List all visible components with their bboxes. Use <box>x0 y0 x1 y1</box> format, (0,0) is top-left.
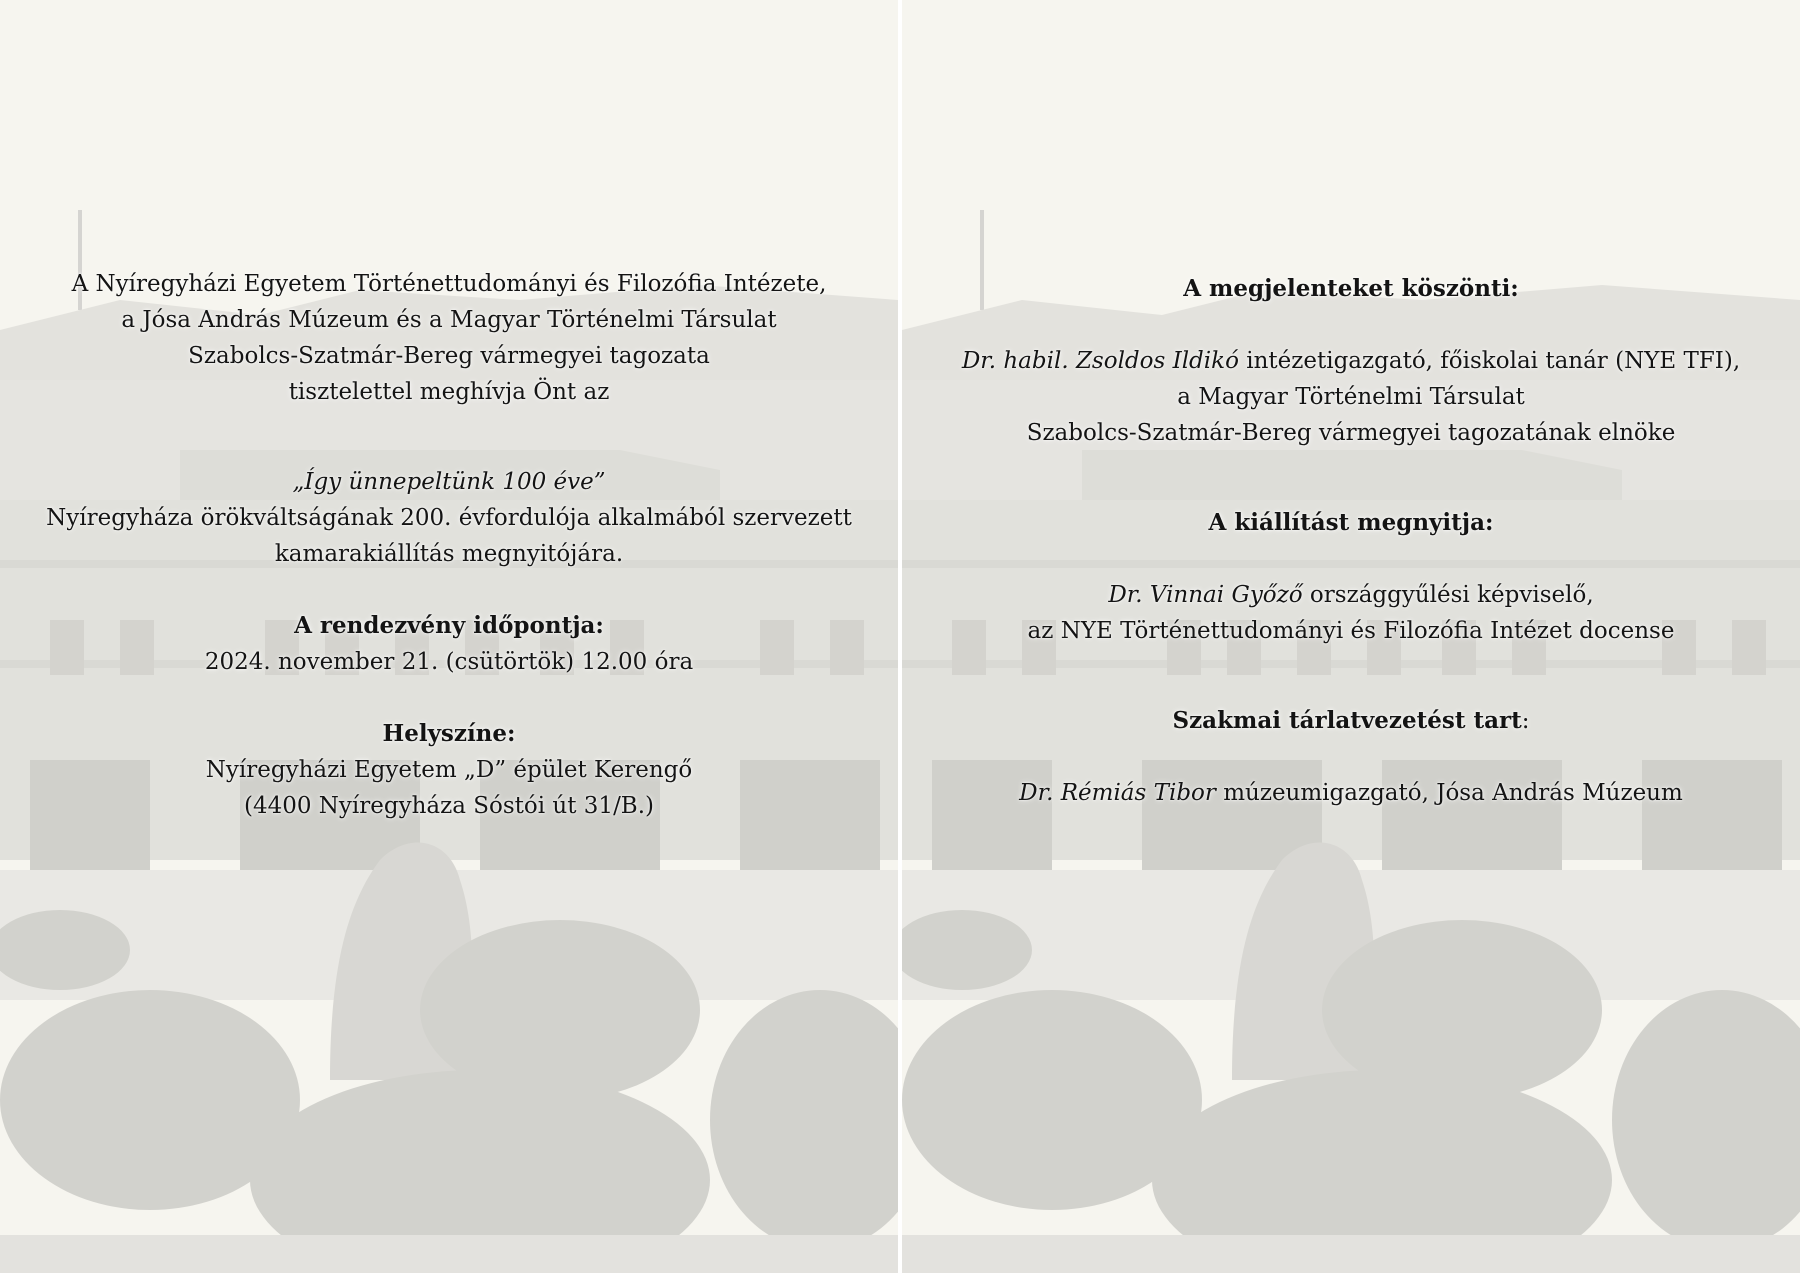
right-page <box>902 0 1800 1273</box>
date-value: 2024. november 21. (csütörtök) 12.00 óra <box>204 649 694 675</box>
guide-heading: Szakmai tárlatvezetést tart <box>1172 707 1522 734</box>
opener-line <box>902 577 1800 613</box>
guide-colon: : <box>1521 708 1530 734</box>
guide-line <box>902 775 1800 811</box>
opener-line: az NYE Történettudományi és Filozófia Intézet docense <box>1027 618 1675 644</box>
opener-role: országgyűlési képviselő, <box>1302 582 1594 608</box>
invitation-text <box>0 266 898 824</box>
greeter-line: a Magyar Történelmi Társulat <box>1177 384 1525 410</box>
exhibition-desc-line: kamarakiállítás megnyitójára. <box>274 541 624 567</box>
opener-name: Dr. Vinnai Győző <box>1108 582 1303 608</box>
greeter-line: Szabolcs-Szatmár-Bereg vármegyei tagozatának elnöke <box>1026 420 1676 446</box>
date-heading: A rendezvény időpontja: <box>294 612 604 639</box>
intro-line: Szabolcs-Szatmár-Bereg vármegyei tagozata <box>188 343 710 369</box>
venue-line: (4400 Nyíregyháza Sóstói út 31/B.) <box>243 793 654 819</box>
intro-line: tisztelettel meghívja Önt az <box>288 379 610 405</box>
greeting-heading: A megjelenteket köszönti: <box>1183 275 1519 302</box>
exhibition-title: „Így ünnepeltünk 100 éve” <box>292 469 606 495</box>
left-page <box>0 0 898 1273</box>
greeter-line <box>902 343 1800 379</box>
guide-role: múzeumigazgató, Jósa András Múzeum <box>1215 780 1683 806</box>
program-text <box>902 271 1800 811</box>
guide-name: Dr. Rémiás Tibor <box>1019 780 1216 806</box>
venue-line: Nyíregyházi Egyetem „D” épület Kerengő <box>205 757 693 783</box>
guide-heading-line <box>902 703 1800 739</box>
venue-heading: Helyszíne: <box>382 720 516 747</box>
intro-line: a Jósa András Múzeum és a Magyar Történelmi Társulat <box>121 307 777 333</box>
greeter-name: Dr. habil. Zsoldos Ildikó <box>961 348 1239 374</box>
opening-heading: A kiállítást megnyitja: <box>1208 509 1494 536</box>
intro-line: A Nyíregyházi Egyetem Történettudományi és Filozófia Intézete, <box>71 271 827 297</box>
greeter-role: intézetigazgató, főiskolai tanár (NYE TFI), <box>1238 348 1741 374</box>
exhibition-desc-line: Nyíregyháza örökváltságának 200. évfordulója alkalmából szervezett <box>46 505 852 531</box>
